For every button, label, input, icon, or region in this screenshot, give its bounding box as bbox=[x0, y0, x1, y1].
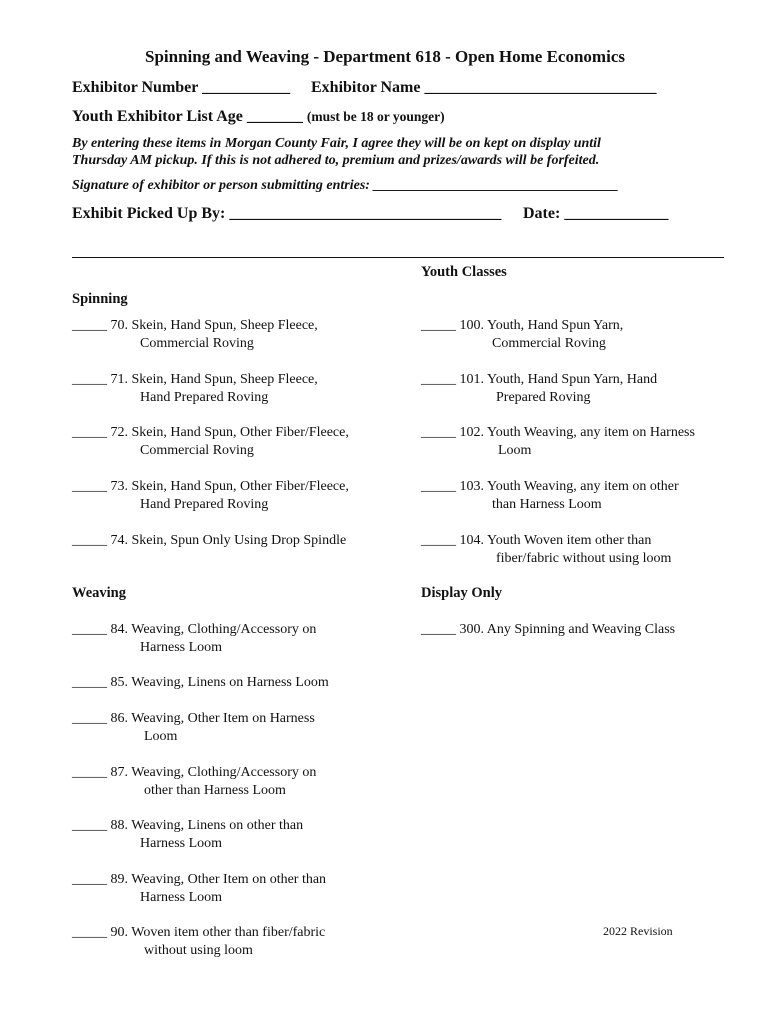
entry-number: 70. bbox=[110, 318, 128, 333]
entry-blank: _____ bbox=[421, 533, 456, 548]
entry-number: 84. bbox=[110, 622, 128, 637]
entry-blank: _____ bbox=[72, 372, 107, 387]
entry-blank: _____ bbox=[421, 318, 456, 333]
class-entry-102 bbox=[421, 424, 695, 460]
class-entry-70 bbox=[72, 317, 318, 353]
signature-line: Signature of exhibitor or person submitting entries: ___________________________________ bbox=[72, 178, 619, 193]
divider-rule bbox=[72, 257, 724, 258]
entry-text-cont: without using loom bbox=[144, 943, 253, 958]
entry-text: Youth Woven item other than bbox=[486, 533, 652, 548]
entry-text-cont: than Harness Loom bbox=[492, 497, 602, 512]
entry-text: Youth, Hand Spun Yarn, bbox=[486, 318, 624, 333]
entry-number: 104. bbox=[459, 533, 484, 548]
entry-text: Skein, Hand Spun, Sheep Fleece, bbox=[131, 372, 318, 387]
entry-text: Skein, Spun Only Using Drop Spindle bbox=[131, 533, 347, 548]
class-entry-88 bbox=[72, 817, 303, 853]
entry-number: 74. bbox=[110, 533, 128, 548]
entry-text-cont: Loom bbox=[144, 729, 178, 744]
entry-number: 101. bbox=[459, 372, 484, 387]
entry-blank: _____ bbox=[421, 622, 456, 637]
entry-blank: _____ bbox=[72, 925, 107, 940]
entry-text: Woven item other than fiber/fabric bbox=[131, 925, 326, 940]
entry-number: 85. bbox=[110, 675, 128, 690]
class-entry-85 bbox=[72, 674, 329, 692]
display-only-section-title: Display Only bbox=[421, 585, 502, 601]
entry-number: 71. bbox=[110, 372, 128, 387]
entry-text-cont: Harness Loom bbox=[140, 836, 223, 851]
entry-text: Youth, Hand Spun Yarn, Hand bbox=[486, 372, 658, 387]
weaving-section-title: Weaving bbox=[72, 585, 126, 601]
entry-text: Skein, Hand Spun, Sheep Fleece, bbox=[131, 318, 318, 333]
entry-blank: _____ bbox=[421, 372, 456, 387]
entry-text-cont: Hand Prepared Roving bbox=[140, 497, 269, 512]
entry-text-cont: Commercial Roving bbox=[492, 336, 606, 351]
class-entry-86 bbox=[72, 710, 315, 746]
entry-text-cont: Prepared Roving bbox=[496, 390, 591, 405]
class-entry-90 bbox=[72, 924, 325, 960]
entry-blank: _____ bbox=[72, 425, 107, 440]
entry-text-cont: fiber/fabric without using loom bbox=[496, 551, 672, 566]
entry-text-cont: Harness Loom bbox=[140, 890, 223, 905]
youth-age-note: (must be 18 or younger) bbox=[306, 109, 445, 124]
entry-blank: _____ bbox=[72, 818, 107, 833]
entry-text-cont: Harness Loom bbox=[140, 640, 223, 655]
entry-text: Weaving, Other Item on Harness bbox=[131, 711, 315, 726]
class-entry-84 bbox=[72, 621, 316, 657]
entry-text-cont: Commercial Roving bbox=[140, 336, 254, 351]
class-entry-72 bbox=[72, 424, 349, 460]
entry-text: Any Spinning and Weaving Class bbox=[486, 622, 676, 637]
entry-text: Youth Weaving, any item on Harness bbox=[486, 425, 695, 440]
exhibitor-name-field: Exhibitor Name _____________________________ bbox=[311, 79, 657, 96]
entry-text: Youth Weaving, any item on other bbox=[486, 479, 679, 494]
class-entry-89 bbox=[72, 871, 326, 907]
youth-classes-title: Youth Classes bbox=[421, 264, 507, 280]
entry-blank: _____ bbox=[421, 479, 456, 494]
class-entry-103 bbox=[421, 478, 679, 514]
entry-blank: _____ bbox=[72, 622, 107, 637]
entry-text: Weaving, Linens on other than bbox=[131, 818, 304, 833]
youth-age-row bbox=[72, 108, 445, 126]
entry-text-cont: other than Harness Loom bbox=[144, 783, 286, 798]
revision-note: 2022 Revision bbox=[603, 924, 673, 938]
entry-blank: _____ bbox=[72, 711, 107, 726]
youth-age-field: Youth Exhibitor List Age _______ bbox=[72, 108, 303, 125]
entry-number: 102. bbox=[459, 425, 484, 440]
entry-text: Skein, Hand Spun, Other Fiber/Fleece, bbox=[131, 479, 349, 494]
class-entry-87 bbox=[72, 764, 316, 800]
entry-text-cont: Commercial Roving bbox=[140, 443, 254, 458]
exhibitor-number-field: Exhibitor Number ___________ bbox=[72, 79, 291, 96]
entry-number: 73. bbox=[110, 479, 128, 494]
entry-blank: _____ bbox=[72, 675, 107, 690]
class-entry-104 bbox=[421, 532, 671, 568]
entry-number: 100. bbox=[459, 318, 484, 333]
entry-number: 300. bbox=[459, 622, 484, 637]
entry-number: 72. bbox=[110, 425, 128, 440]
entry-text: Weaving, Other Item on other than bbox=[131, 872, 327, 887]
entry-number: 103. bbox=[459, 479, 484, 494]
agreement-line-1: By entering these items in Morgan County Fair, I agree they will be on kept on display until bbox=[72, 136, 601, 151]
entry-text: Weaving, Clothing/Accessory on bbox=[131, 622, 317, 637]
agreement-line-2: Thursday AM pickup. If this is not adhered to, premium and prizes/awards will be forfeited. bbox=[72, 153, 600, 168]
class-entry-300 bbox=[421, 621, 675, 639]
class-entry-100 bbox=[421, 317, 623, 353]
entry-number: 86. bbox=[110, 711, 128, 726]
entry-blank: _____ bbox=[72, 765, 107, 780]
entry-text: Weaving, Linens on Harness Loom bbox=[131, 675, 329, 690]
date-field: Date: _____________ bbox=[523, 205, 669, 222]
entry-blank: _____ bbox=[72, 533, 107, 548]
entry-blank: _____ bbox=[72, 479, 107, 494]
entry-number: 87. bbox=[110, 765, 128, 780]
entry-number: 89. bbox=[110, 872, 128, 887]
entry-text-cont: Hand Prepared Roving bbox=[140, 390, 269, 405]
class-entry-74 bbox=[72, 532, 346, 550]
class-entry-71 bbox=[72, 371, 318, 407]
entry-blank: _____ bbox=[72, 318, 107, 333]
picked-up-by-field: Exhibit Picked Up By: __________________________________ bbox=[72, 205, 502, 222]
entry-text: Skein, Hand Spun, Other Fiber/Fleece, bbox=[131, 425, 349, 440]
entry-text-cont: Loom bbox=[498, 443, 532, 458]
class-entry-73 bbox=[72, 478, 349, 514]
entry-text: Weaving, Clothing/Accessory on bbox=[131, 765, 317, 780]
entry-blank: _____ bbox=[421, 425, 456, 440]
entry-number: 90. bbox=[110, 925, 128, 940]
entry-blank: _____ bbox=[72, 872, 107, 887]
spinning-section-title: Spinning bbox=[72, 291, 128, 307]
entry-number: 88. bbox=[110, 818, 128, 833]
page-title: Spinning and Weaving - Department 618 - Open Home Economics bbox=[145, 47, 625, 66]
class-entry-101 bbox=[421, 371, 657, 407]
